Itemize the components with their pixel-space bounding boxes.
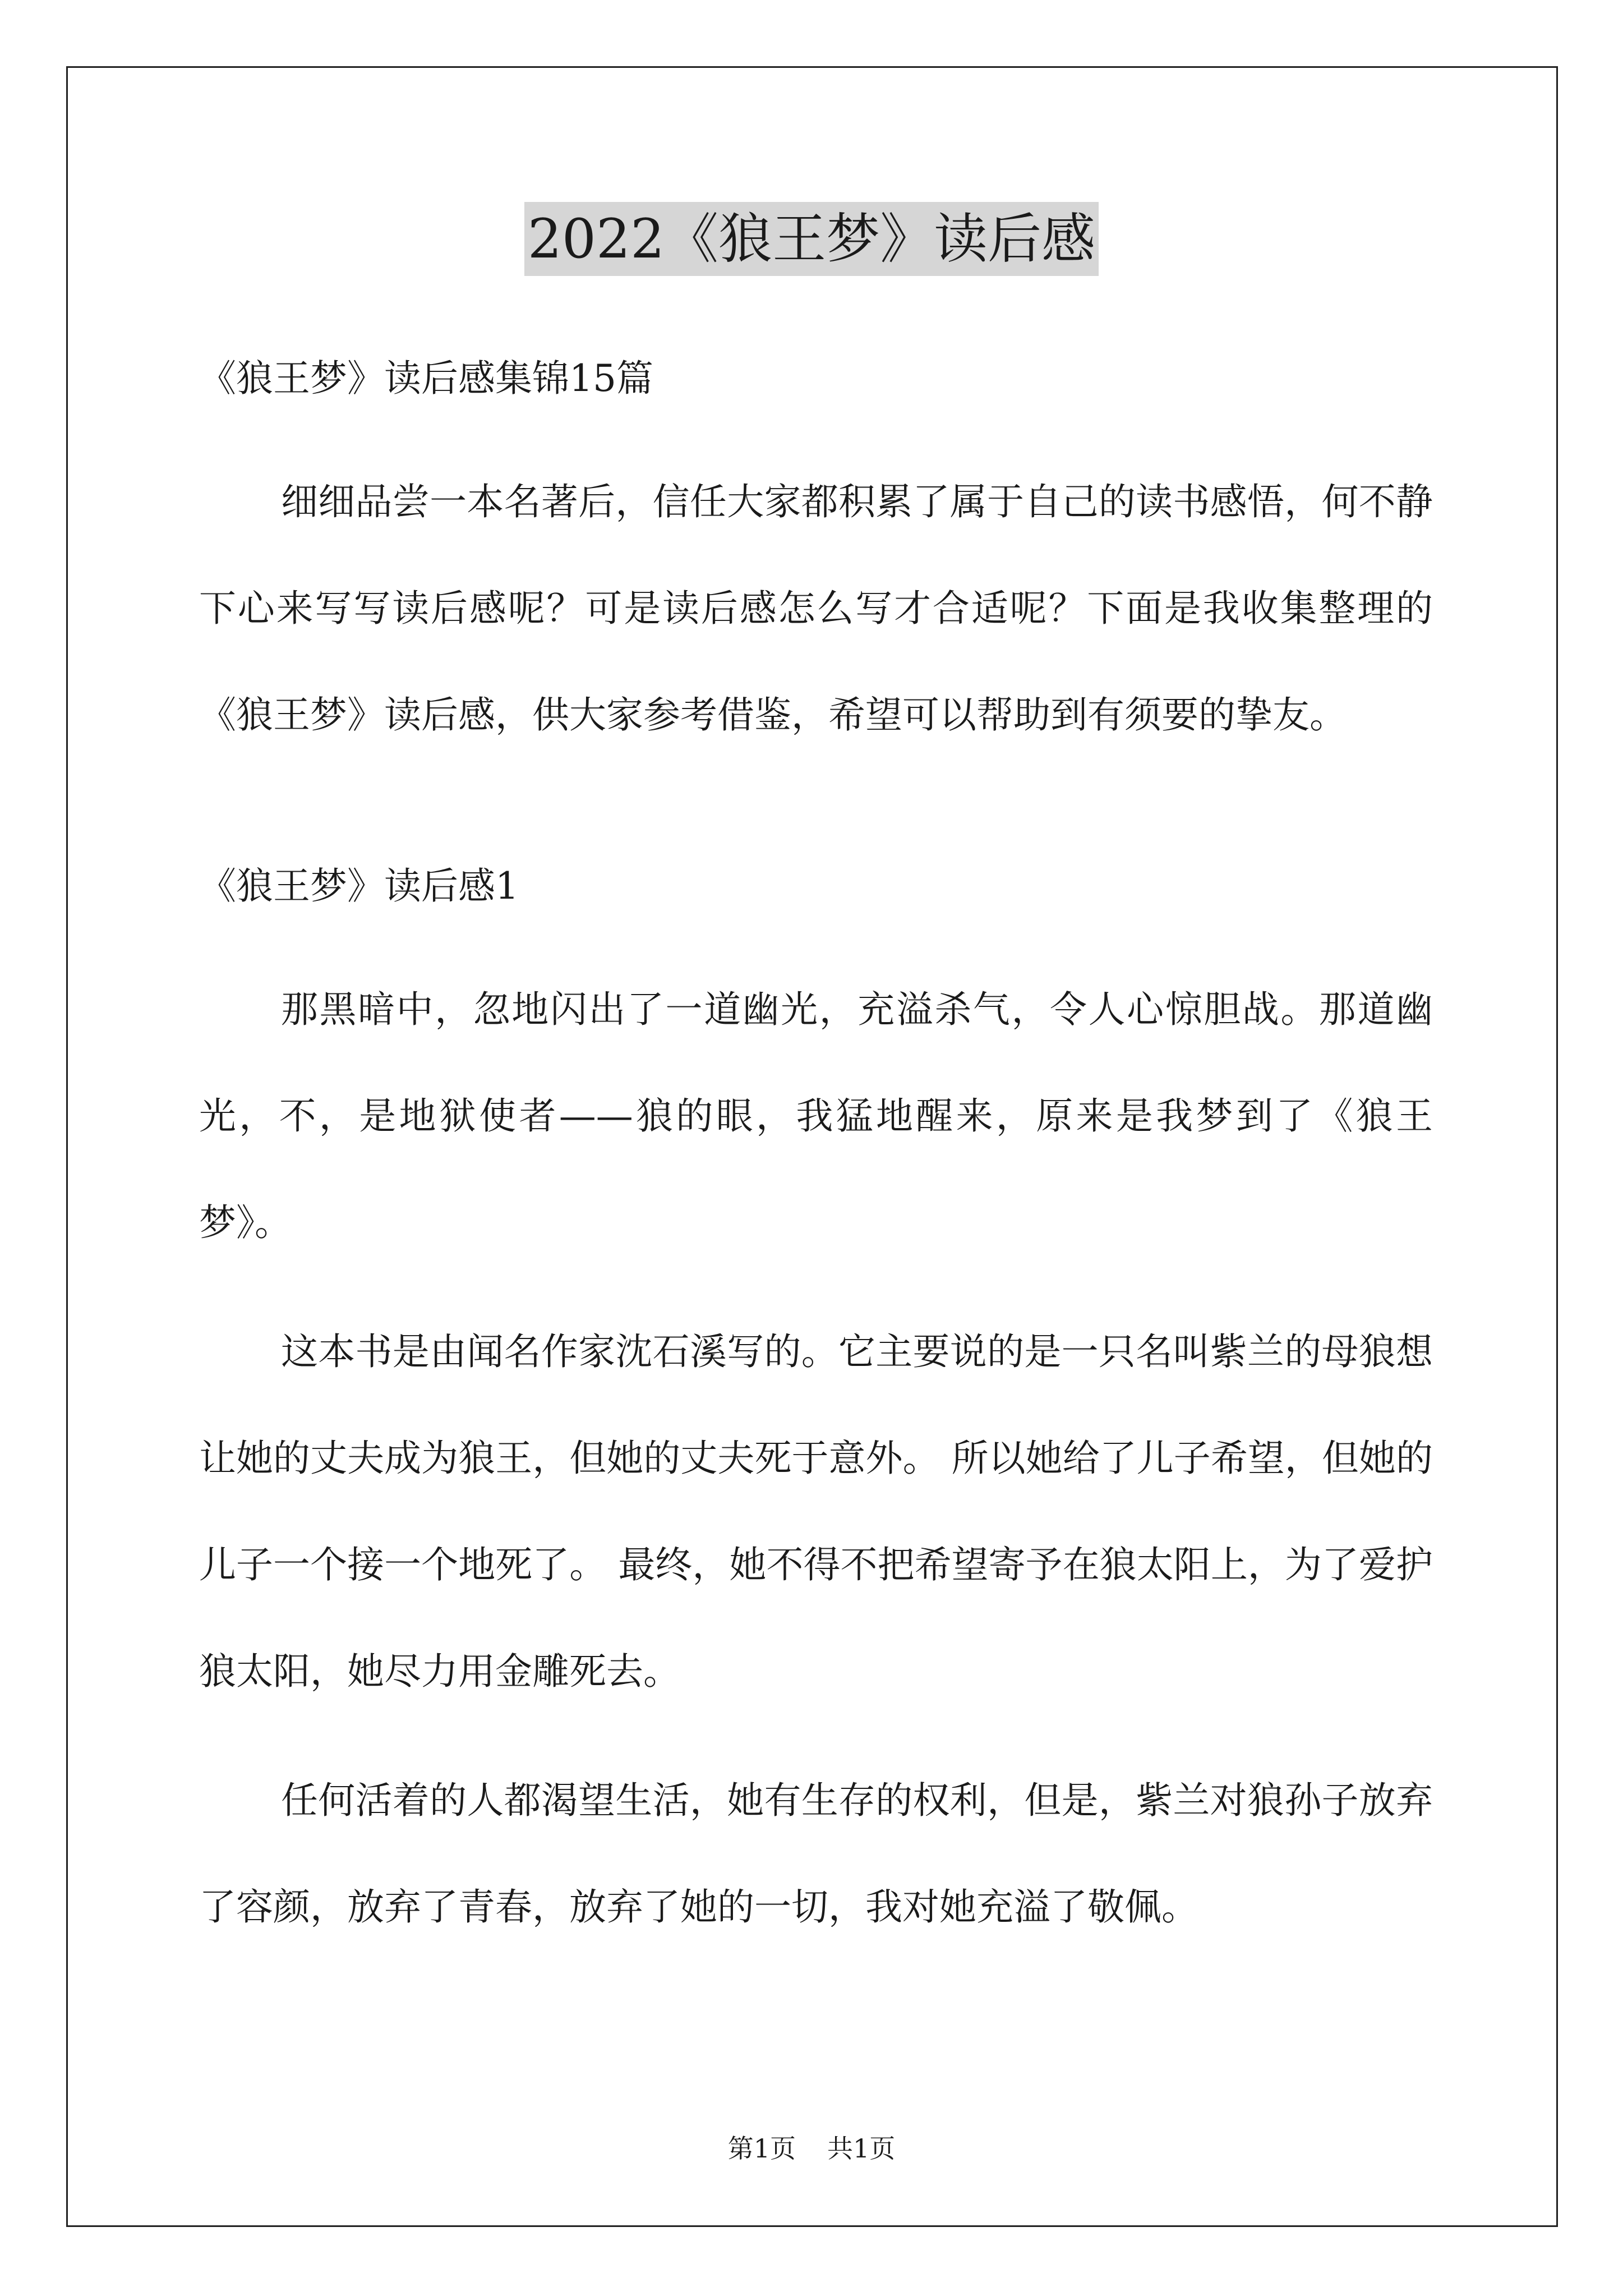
section-1-paragraph-2: 这本书是由闻名作家沈石溪写的。它主要说的是一只名叫紫兰的母狼想让她的丈夫成为狼王，但她的丈夫死于意外。 所以她给了儿子希望，但她的儿子一个接一个地死了。 最终，她不得不把希望寄予在狼太阳上，为了爱护狼太阳，她尽力用金雕死去。: [199, 1330, 1433, 1693]
page-number-current: 第1页: [727, 2133, 796, 2164]
page-number-total: 共1页: [827, 2133, 896, 2164]
section-1-heading: 《狼王梦》读后感1: [199, 864, 519, 908]
page-footer: [0, 2132, 1623, 2165]
spacer: [199, 1725, 1433, 1747]
document-body: [199, 342, 1433, 1961]
spacer: [199, 923, 1433, 956]
document-subtitle: 《狼王梦》读后感集锦15篇: [199, 357, 653, 400]
document-title: 2022《狼王梦》读后感: [524, 202, 1099, 276]
spacer: [199, 415, 1433, 449]
title-container: [0, 202, 1623, 276]
spacer: [199, 769, 1433, 850]
section-1-paragraph-1: 那黑暗中，忽地闪出了一道幽光，充溢杀气，令人心惊胆战。那道幽光，不，是地狱使者——狼的眼，我猛地醒来，原来是我梦到了《狼王梦》。: [199, 988, 1433, 1244]
intro-paragraph: 细细品尝一本名著后，信任大家都积累了属于自己的读书感悟，何不静下心来写写读后感呢？可是读后感怎么写才合适呢？下面是我收集整理的《狼王梦》读后感，供大家参考借鉴，希望可以帮助到有须要的挚友。: [199, 480, 1433, 737]
section-1-paragraph-3: 任何活着的人都渴望生活，她有生存的权利，但是，紫兰对狼孙子放弃了容颜，放弃了青春，放弃了她的一切，我对她充溢了敬佩。: [199, 1779, 1433, 1929]
spacer: [199, 1276, 1433, 1299]
